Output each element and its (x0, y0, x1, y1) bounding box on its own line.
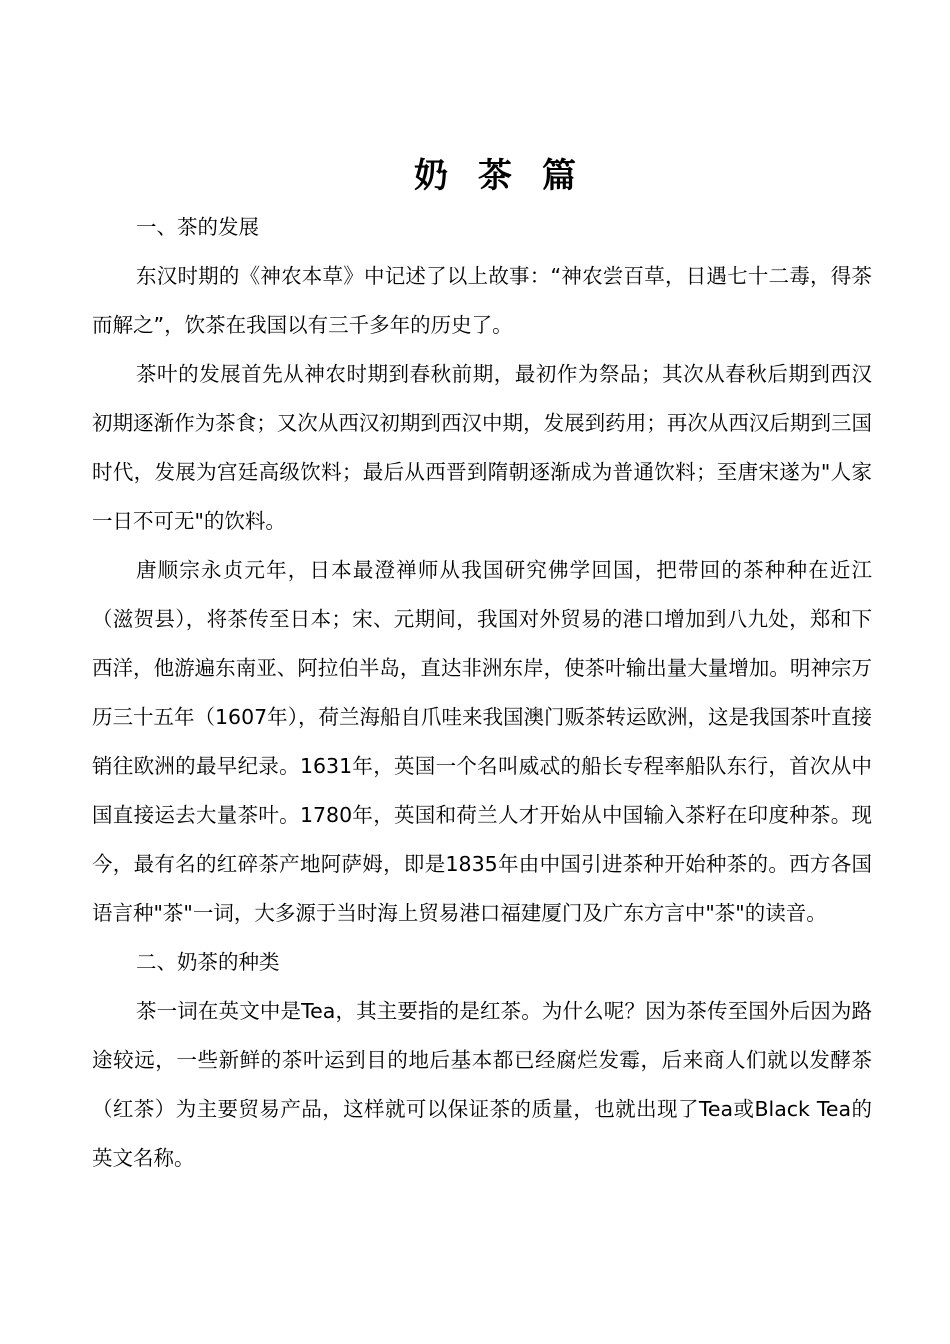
paragraph-tea-spread-abroad: 唐顺宗永贞元年，日本最澄禅师从我国研究佛学回国，把带回的茶种种在近江（滋贺县），将茶传至日本；宋、元期间，我国对外贸易的港口增加到八九处，郑和下西洋，他游遍东南亚、阿拉伯半岛，直达非洲东岸，使茶叶输出量大量增加。明神宗万历三十五年（1607年），荷兰海船自爪哇来我国澳门贩茶转运欧洲，这是我国茶叶直接销往欧洲的最早纪录。1631年，英国一个名叫威忒的船长专程率船队东行，首次从中国直接运去大量茶叶。1780年，英国和荷兰人才开始从中国输入茶籽在印度种茶。现今，最有名的红碎茶产地阿萨姆，即是1835年由中国引进茶种开始种茶的。西方各国语言种"茶"一词，大多源于当时海上贸易港口福建厦门及广东方言中"茶"的读音。 (92, 558, 872, 925)
document-title: 奶茶篇 (414, 156, 606, 196)
paragraph-tea-history-stages: 茶叶的发展首先从神农时期到春秋前期，最初作为祭品；其次从春秋后期到西汉初期逐渐作为茶食；又次从西汉初期到西汉中期，发展到药用；再次从西汉后期到三国时代，发展为宫廷高级饮料；最后从西晋到隋朝逐渐成为普通饮料；至唐宋遂为"人家一日不可无"的饮料。 (92, 362, 872, 533)
paragraph-tea-english-name: 茶一词在英文中是Tea，其主要指的是红茶。为什么呢？因为茶传至国外后因为路途较远，一些新鲜的茶叶运到目的地后基本都已经腐烂发霉，后来商人们就以发酵茶（红茶）为主要贸易产品，这样就可以保证茶的质量，也就出现了Tea或Black Tea的英文名称。 (92, 999, 872, 1170)
section-heading-milk-tea-types: 二、奶茶的种类 (136, 950, 280, 974)
paragraph-shennong: 东汉时期的《神农本草》中记述了以上故事：“神农尝百草，日遇七十二毒，得茶而解之”，饮茶在我国以有三千多年的历史了。 (92, 264, 872, 337)
section-heading-tea-development: 一、茶的发展 (136, 215, 259, 239)
document-body (92, 203, 872, 1183)
